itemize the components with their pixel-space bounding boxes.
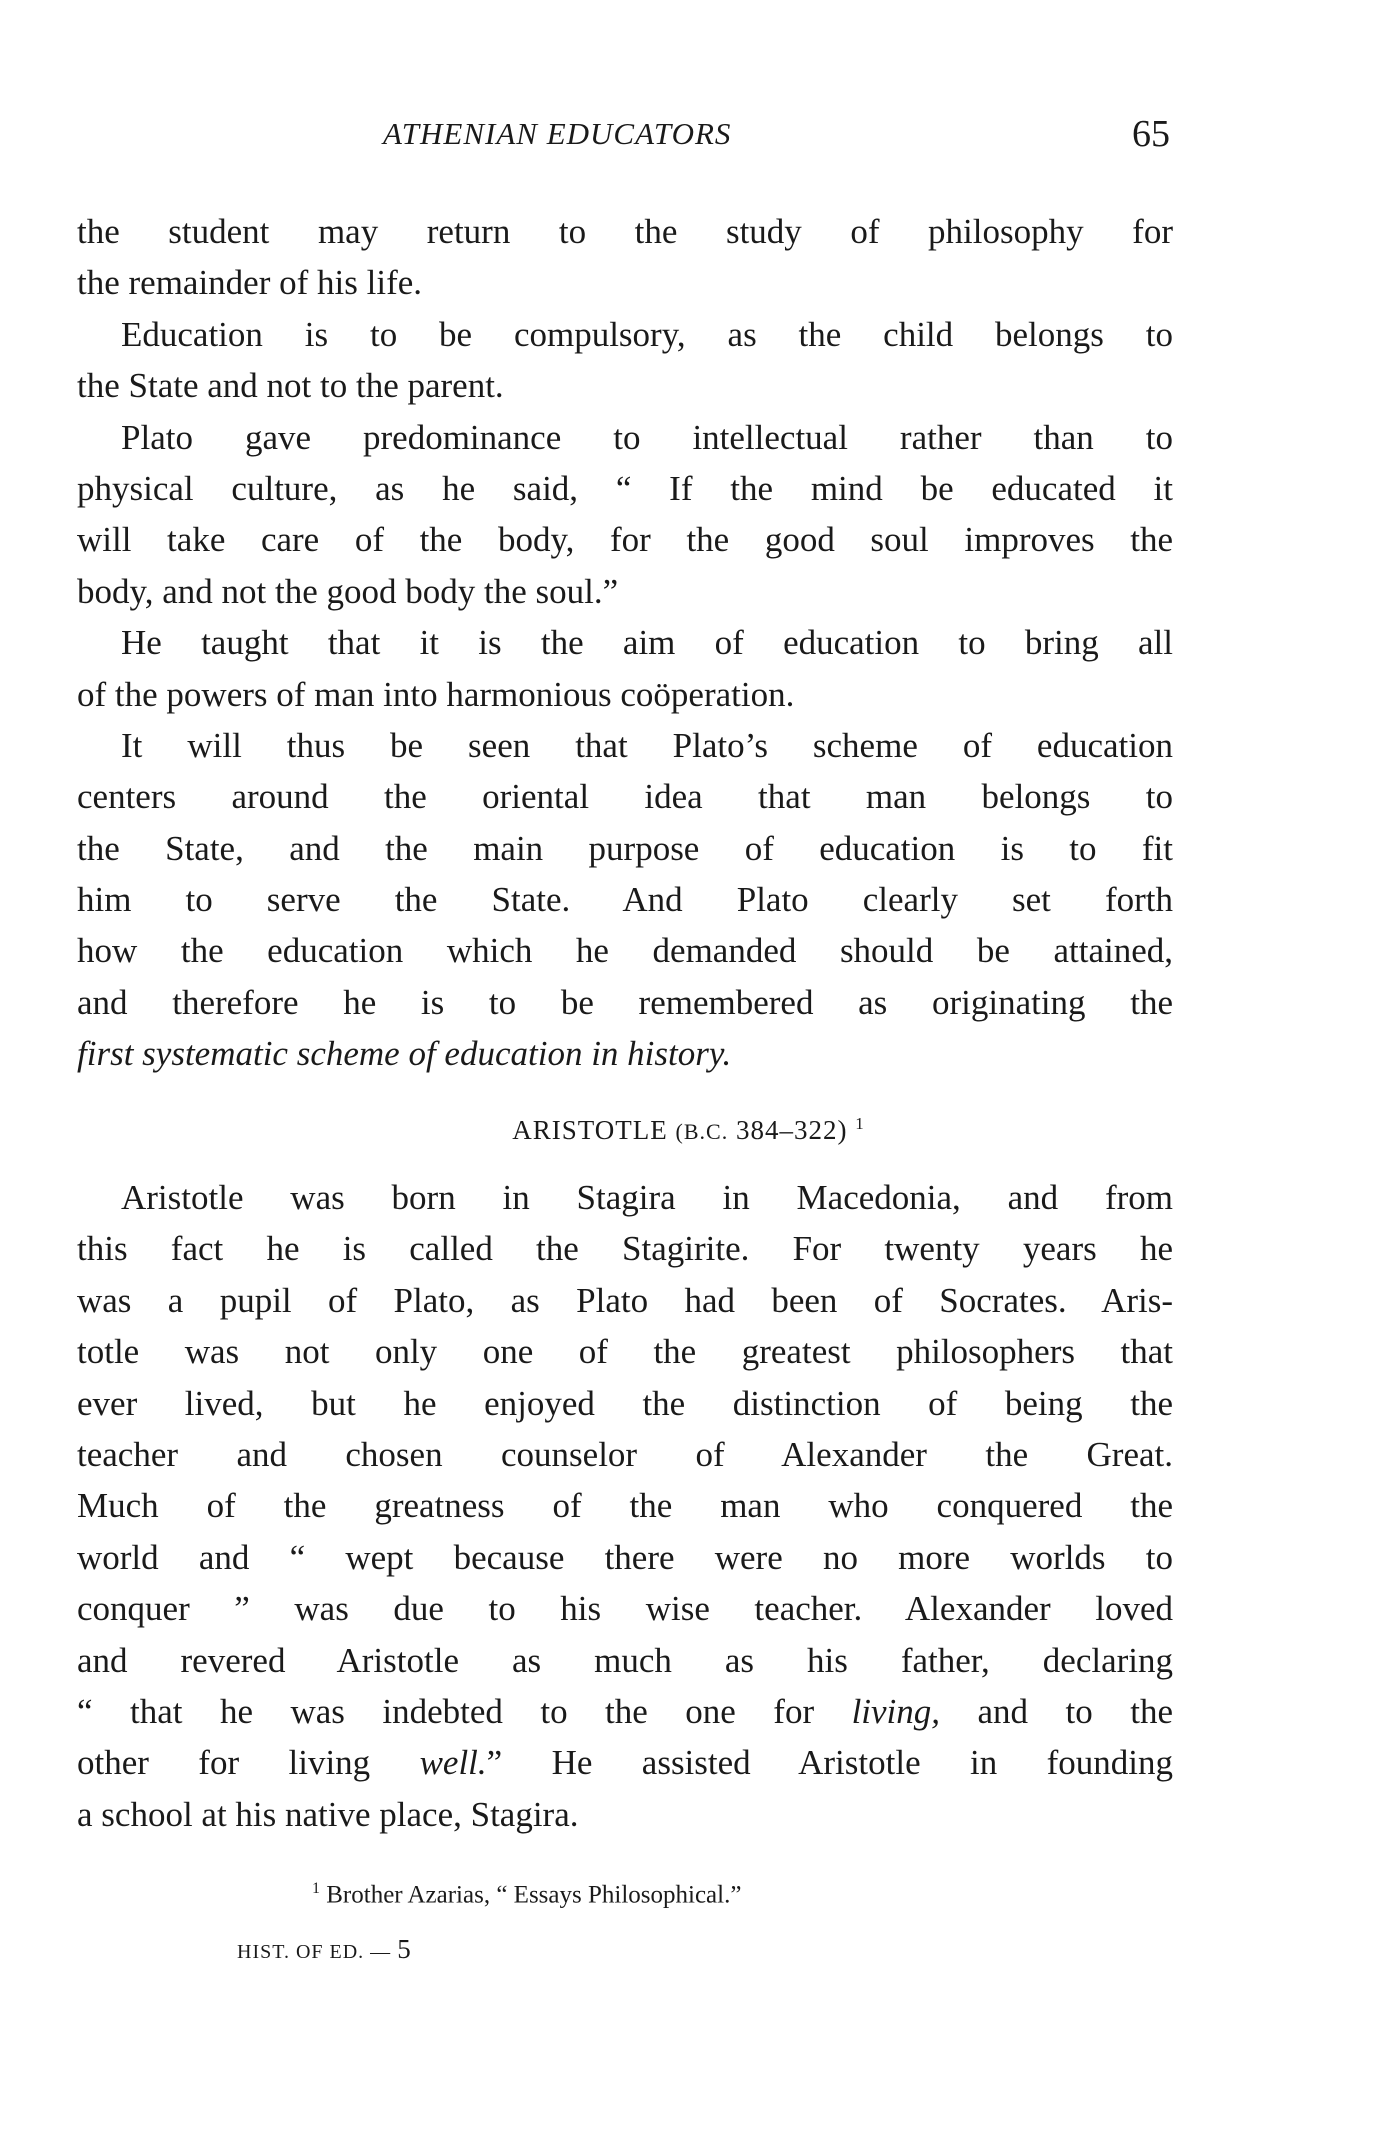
heading-name: ARISTOTLE bbox=[512, 1115, 668, 1145]
text-segment: He taught that it is the aim of education to bring all bbox=[121, 623, 1173, 663]
text-line bbox=[77, 514, 1173, 565]
text-segment: ” He assisted Aristotle in founding bbox=[486, 1743, 1173, 1783]
text-segment: this fact he is called the Stagirite. For twenty years he bbox=[77, 1229, 1173, 1269]
text-line bbox=[77, 720, 1173, 771]
text-line bbox=[77, 1789, 1173, 1840]
text-segment: It will thus be seen that Plato’s scheme of education bbox=[121, 725, 1173, 765]
text-segment: was a pupil of Plato, as Plato had been of Socrates. Aris- bbox=[77, 1280, 1173, 1320]
italic-text: first systematic scheme of education in history. bbox=[77, 1034, 732, 1074]
text-segment: the student may return to the study of philosophy for bbox=[77, 212, 1173, 251]
text-line bbox=[77, 823, 1173, 874]
text-line bbox=[77, 771, 1173, 822]
section-heading bbox=[0, 1114, 1377, 1146]
text-line bbox=[77, 206, 1173, 257]
text-segment: centers around the oriental idea that man belongs to bbox=[77, 777, 1173, 817]
text-segment: the remainder of his life. bbox=[77, 263, 423, 303]
text-segment: Plato gave predominance to intellectual rather than to bbox=[121, 417, 1173, 457]
text-line bbox=[77, 874, 1173, 925]
text-segment: him to serve the State. And Plato clearly set forth bbox=[77, 880, 1173, 920]
text-line bbox=[77, 977, 1173, 1028]
text-segment: Education is to be compulsory, as the child belongs to bbox=[121, 314, 1173, 354]
text-line bbox=[77, 1326, 1173, 1377]
page-number: 65 bbox=[1132, 113, 1170, 155]
text-segment: other for living bbox=[77, 1743, 420, 1783]
text-line bbox=[77, 463, 1173, 514]
text-segment: Aristotle was born in Stagira in Macedonia, and from bbox=[121, 1178, 1173, 1217]
text-segment: of the powers of man into harmonious coöperation. bbox=[77, 674, 795, 714]
text-line bbox=[77, 669, 1173, 720]
heading-dates-prefix: (B.C. bbox=[675, 1119, 729, 1144]
signature-mark bbox=[237, 1934, 412, 1965]
text-line bbox=[77, 1737, 1173, 1788]
text-line bbox=[77, 1480, 1173, 1531]
body-text-aristotle bbox=[77, 1172, 1173, 1840]
text-line bbox=[77, 925, 1173, 976]
signature-text: HIST. OF ED. — bbox=[237, 1941, 392, 1963]
text-segment: a school at his native place, Stagira. bbox=[77, 1794, 579, 1834]
text-line bbox=[77, 1635, 1173, 1686]
text-segment: world and “ wept because there were no more worlds to bbox=[77, 1537, 1173, 1577]
text-line bbox=[77, 1028, 1173, 1079]
heading-dates: 384–322) bbox=[735, 1115, 848, 1145]
italic-text: living, bbox=[851, 1691, 941, 1731]
text-line bbox=[77, 1275, 1173, 1326]
text-line bbox=[77, 309, 1173, 360]
text-segment: body, and not the good body the soul.” bbox=[77, 571, 619, 611]
text-segment: how the education which he demanded should be attained, bbox=[77, 931, 1173, 971]
text-segment: the State and not to the parent. bbox=[77, 366, 504, 406]
text-segment: ever lived, but he enjoyed the distinction of being the bbox=[77, 1383, 1173, 1423]
text-segment: the State, and the main purpose of education is to fit bbox=[77, 828, 1173, 868]
text-segment: Much of the greatness of the man who conquered the bbox=[77, 1486, 1173, 1526]
text-segment: and therefore he is to be remembered as originating the bbox=[77, 982, 1173, 1022]
body-text-plato bbox=[77, 206, 1173, 1080]
text-segment: physical culture, as he said, “ If the mind be educated it bbox=[77, 468, 1173, 508]
text-line bbox=[77, 257, 1173, 308]
text-line bbox=[77, 1429, 1173, 1480]
text-line bbox=[77, 1532, 1173, 1583]
text-segment: teacher and chosen counselor of Alexander the Great. bbox=[77, 1434, 1173, 1474]
footnote-text: Brother Azarias, “ Essays Philosophical.” bbox=[326, 1881, 742, 1909]
footnote bbox=[312, 1880, 741, 1909]
text-line bbox=[77, 617, 1173, 668]
text-line bbox=[77, 360, 1173, 411]
text-line bbox=[77, 1172, 1173, 1223]
text-line bbox=[77, 412, 1173, 463]
signature-number: 5 bbox=[397, 1934, 412, 1964]
footnote-mark: 1 bbox=[312, 1880, 320, 1897]
italic-text: well. bbox=[419, 1743, 487, 1783]
text-line bbox=[77, 566, 1173, 617]
text-line bbox=[77, 1583, 1173, 1634]
running-title: ATHENIAN EDUCATORS bbox=[383, 116, 732, 151]
text-line bbox=[77, 1378, 1173, 1429]
footnote-reference: 1 bbox=[855, 1114, 865, 1133]
text-segment: and to the bbox=[940, 1691, 1173, 1731]
text-segment: totle was not only one of the greatest philosophers that bbox=[77, 1332, 1173, 1372]
text-line bbox=[77, 1223, 1173, 1274]
running-header bbox=[0, 112, 1377, 156]
text-segment: “ that he was indebted to the one for bbox=[77, 1691, 852, 1731]
text-segment: and revered Aristotle as much as his father, declaring bbox=[77, 1640, 1173, 1680]
text-segment: conquer ” was due to his wise teacher. Alexander loved bbox=[77, 1589, 1173, 1629]
text-line bbox=[77, 1686, 1173, 1737]
text-segment: will take care of the body, for the good soul improves the bbox=[77, 520, 1173, 560]
